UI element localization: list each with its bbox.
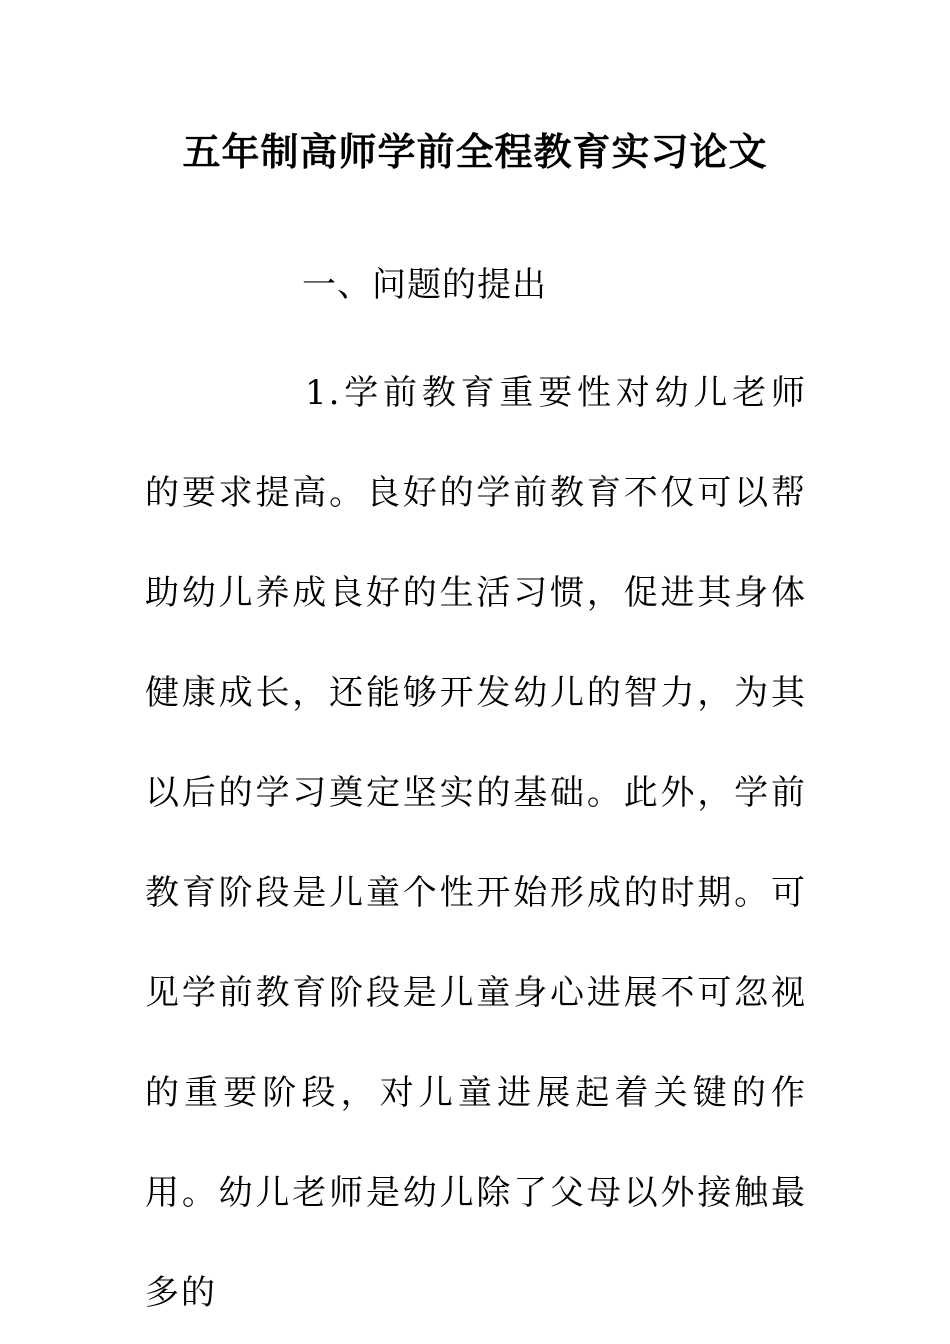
document-title: 五年制高师学前全程教育实习论文 xyxy=(182,129,768,174)
body-paragraph: 1.学前教育重要性对幼儿老师的要求提高。良好的学前教育不仅可以帮助幼儿养成良好的生活习惯，促进其身体健康成长，还能够开发幼儿的智力，为其以后的学习奠定坚实的基础。此外，学前教育阶段是儿童个性开始形成的时期。可见学前教育阶段是儿童身心进展不可忽视的重要阶段，对儿童进展起着关键的作用。幼儿老师是幼儿除了父母以外接触最多的 xyxy=(145,373,807,1313)
section-heading: 一、问题的提出 xyxy=(302,265,547,305)
